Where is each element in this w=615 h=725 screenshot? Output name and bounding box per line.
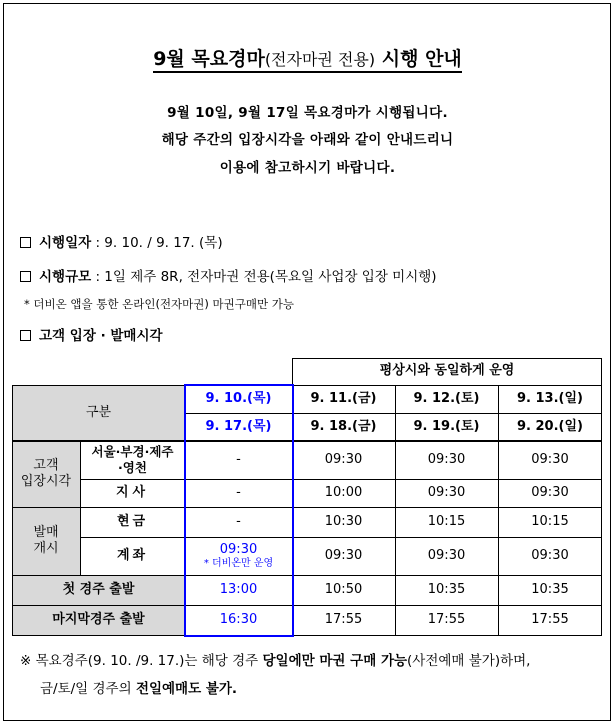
first-race-label: 첫 경주 출발 [12,575,185,605]
date-header: 9. 13.(일) [517,390,583,406]
date-header: 9. 18.(금) [310,418,377,434]
row-label-account: 계좌 [116,547,149,563]
table-cell: 17:55 [324,611,363,627]
grid-line [80,537,602,538]
footer-note-line-1: ※ 목요경주(9. 10. /9. 17.)는 해당 경주 당일에만 마권 구매 가능(사전예매 불가)하며, [20,653,531,669]
table-cell: 10:00 [324,484,363,500]
table-cell: 16:30 [219,611,258,627]
table-cell: 09:30 [531,547,569,563]
date-header: 9. 12.(토) [413,390,480,406]
checkbox-square-icon [20,237,31,248]
thursday-highlight-box [184,384,294,637]
row-label-cash: 현금 [116,513,149,529]
table-cell: 09:30 [427,484,466,500]
grid-line [12,440,602,442]
table-cell: - [236,451,241,467]
grid-line [80,479,602,480]
table-cell: 09:30 [324,547,363,563]
grid-line [601,358,602,636]
grid-line [498,385,499,636]
checkbox-square-icon [20,330,31,341]
grid-line [12,635,602,636]
date-header: 9. 11.(금) [310,390,377,406]
info-date: 시행일자 : 9. 10. / 9. 17. (목) [20,231,223,251]
page-title: 9월 목요경마(전자마권 전용) 시행 안내 [0,44,615,71]
date-header: 9. 10.(목) [205,390,272,406]
intro-line-1: 9월 10일, 9월 17일 목요경마가 시행됩니다. [167,105,448,121]
table-cell-account-thursday: 09:30 * 더비온만 운영 [203,541,274,569]
table-cell: 10:50 [324,581,363,597]
info-section: 고객 입장 · 발매시각 [20,324,163,344]
date-header: 9. 17.(목) [205,418,272,434]
grid-line [292,358,602,359]
table-cell: 09:30 [427,451,466,467]
table-cell: 10:35 [531,581,569,597]
table-cell: 17:55 [531,611,569,627]
info-note: * 더비온 앱을 통한 온라인(전자마권) 마권구매만 가능 [24,297,294,311]
info-scale: 시행규모 : 1일 제주 8R, 전자마권 전용(목요일 사업장 입장 미시행) [20,265,437,285]
table-cell: - [236,484,241,500]
grid-line [80,441,81,575]
last-race-label: 마지막경주 출발 [12,605,185,635]
table-cell: 09:30 [531,451,569,467]
row-label-seoul: 서울·부경·제주 ·영천 [91,444,174,475]
table-cell: 09:30 [324,451,363,467]
table-cell: - [236,513,241,529]
grid-line [12,605,602,606]
grid-line [12,385,13,636]
group-sale-label: 발매 개시 [12,507,80,575]
row-label-branch: 지사 [115,484,150,500]
intro-line-2: 해당 주간의 입장시각을 아래와 같이 안내드리니 [161,132,454,148]
grid-line [12,507,602,508]
intro-line-3: 이용에 참고하시기 바랍니다. [219,160,396,176]
table-cell: 10:15 [427,513,466,529]
table-cell: 10:35 [427,581,466,597]
grid-line [12,385,602,386]
table-cell: 09:30 [427,547,466,563]
checkbox-square-icon [20,271,31,282]
footer-note-line-2: 금/토/일 경주의 전일예매도 불가. [40,681,238,697]
table-cell: 10:15 [531,513,569,529]
date-header: 9. 19.(토) [413,418,480,434]
group-entry-label: 고객 입장시각 [12,441,80,507]
col-header: 구분 [12,385,185,441]
table-cell: 13:00 [219,581,258,597]
table-cell: 10:30 [324,513,363,529]
table-cell: 17:55 [427,611,466,627]
table-cell: 09:30 [531,484,569,500]
schedule-table [12,358,602,636]
grid-line [12,575,602,576]
normal-operation-header: 평상시와 동일하게 운영 [379,363,515,379]
grid-line [395,385,396,636]
date-header: 9. 20.(일) [517,418,583,434]
